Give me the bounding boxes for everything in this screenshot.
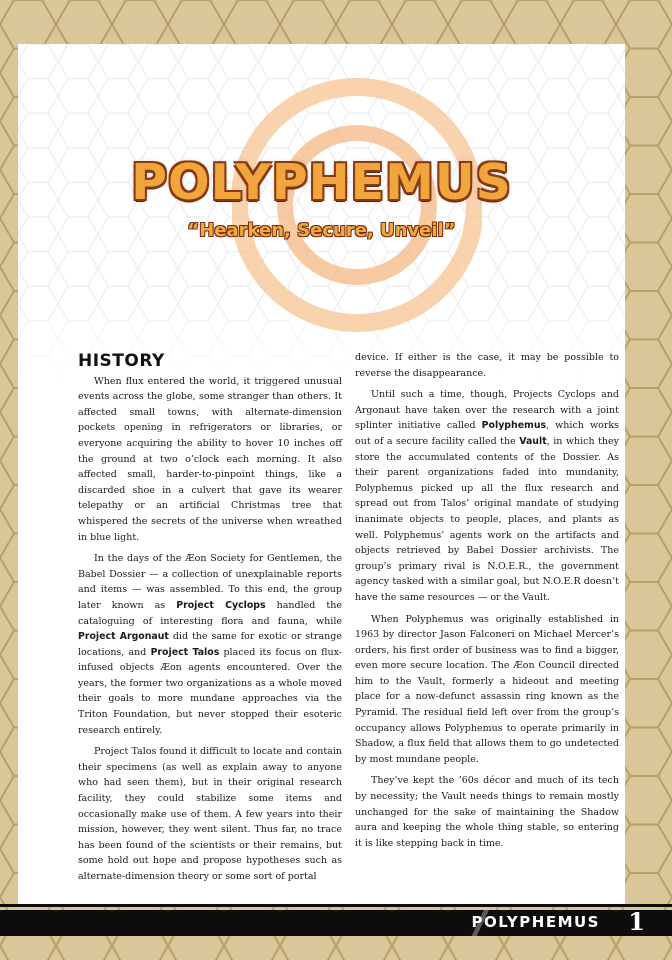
page-subtitle: “Hearken, Secure, Unveil” — [187, 220, 456, 241]
paragraph: When flux entered the world, it triggered unusual events across the globe, some stranger than others. It affected small towns, with alternate-dimension pockets opening in refrigerators or libraries, or everyone acquiring the ability to hover 10 inches off the ground at two o’clock each morning. It also affected small, harder-to-pinpoint things, like a discarded shoe in a culvert that gave its wearer telepathy or an artificial Christmas tree that whispered the secrets of the universe when wreathed in blue light. — [78, 375, 342, 543]
paragraph: Until such a time, though, Projects Cyclops and Argonaut have taken over the research with a joint splinter initiative called Polyphemus, which works out of a secure facility called the Vault, in which they store the accumulated contents of the Dossier. As their parent organizations faded into mundanity, Polyphemus picked up all the flux research and spread out from Talos’ original mandate of studying inanimate objects to people, places, and plants as well. Polyphemus’ agents work on the artifacts and objects retrieved by Babel Dossier archivists. The group’s primary rival is N.O.E.R., the government agency tasked with a similar goal, but N.O.E.R doesn’t have the same resources — or the Vault. — [355, 389, 619, 603]
paragraph: In the days of the Æon Society for Gentlemen, the Babel Dossier — a collection of unexplainable reports and items — was assembled. To this end, the group later known as Project Cyclops handled the cataloguing of interesting flora and fauna, while Project Argonaut did the same for exotic or strange locations, and Project Talos placed its focus on flux-infused objects Æon agents encountered. Over the years, the former two organizations as a whole moved their goals to more mundane approaches via the Triton Foundation, but never stopped their esoteric research entirely. — [78, 553, 343, 736]
paragraph: When Polyphemus was originally established in 1963 by director Jason Falconeri on Michael Mercer’s orders, his first order of business was to find a bigger, even more secure location. The Æon Council directed him to the Vault, formerly a hideout and meeting place for a now-defunct assassin ring known as the Pyramid. The residual field left over from the group’s occupancy allows Polyphemus to operate primarily in Shadow, a flux field that allows them to go undetected by most mundane people. — [355, 613, 619, 765]
emblem-rings — [232, 70, 482, 360]
left-column — [78, 352, 342, 885]
section-heading: HISTORY — [78, 351, 165, 371]
paragraph: Project Talos found it difficult to locate and contain their specimens (as well as explain away to anyone who had seen them), but in their original research facility, they could stabilize some items and occasionally make use of them. A few years into their mission, however, they went silent. Thus far, no trace has been found of the scientists or their remains, but some hold out hope and propose hypotheses such as alternate-dimension theory or some sort of portal — [78, 746, 342, 882]
paragraph: They’ve kept the ’60s décor and much of its tech by necessity; the Vault needs things to remain mostly unchanged for the sake of maintaining the Shadow aura and keeping the whole thing stable, so entering it is like stepping back in time. — [355, 775, 619, 849]
right-column — [355, 350, 619, 851]
page-number: 1 — [628, 907, 645, 936]
footer-stripe — [0, 904, 672, 907]
footer-section-name: POLYPHEMUS — [471, 913, 600, 931]
page-title: POLYPHEMUS — [131, 154, 512, 211]
paragraph: device. If either is the case, it may be possible to reverse the disappearance. — [355, 352, 619, 379]
page-content — [18, 44, 625, 904]
